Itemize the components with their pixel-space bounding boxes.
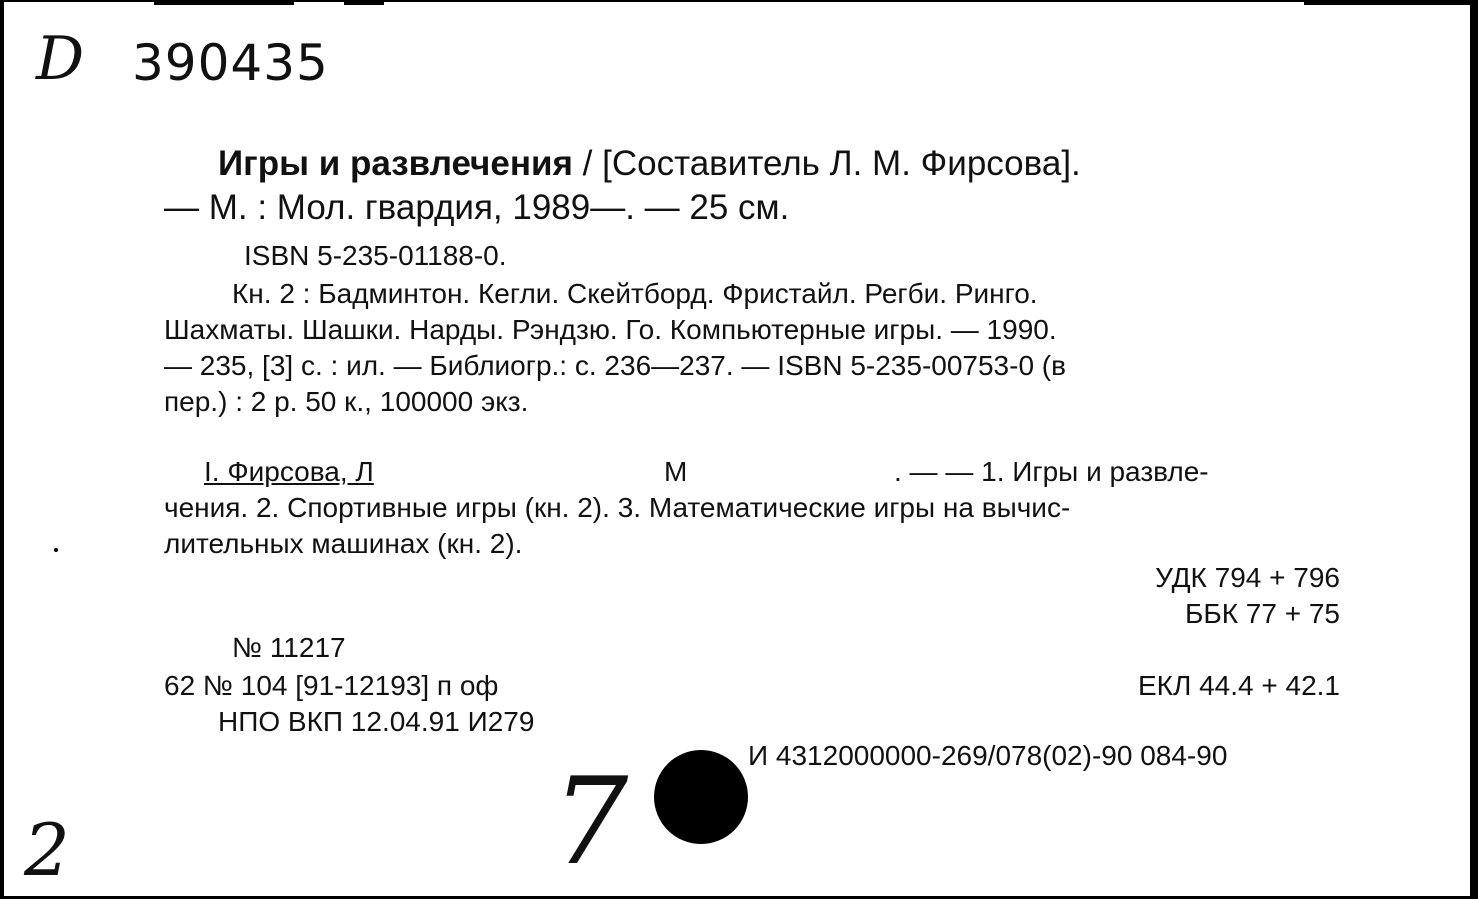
order-line: 62 № 104 [91-12193] п оф — [164, 670, 499, 701]
udc-code: УДК 794 + 796 — [1155, 562, 1340, 593]
handwritten-seven: 7 — [552, 753, 629, 892]
ekl-code: ЕКЛ 44.4 + 42.1 — [1137, 670, 1340, 701]
volume-line — [164, 312, 1340, 348]
volume-line-1: Кн. 2 : Бадминтон. Кегли. Скейтборд. Фристайл. Регби. Ринго. — [232, 278, 1038, 309]
card-number: 390435 — [132, 34, 329, 92]
heading-line — [218, 144, 1081, 184]
volume-line-2: Шахматы. Шашки. Нарды. Рэндзю. Го. Компьютерные игры. — 1990. — [164, 314, 1057, 345]
catalog-card — [4, 2, 1470, 896]
top-edge-mark — [344, 2, 384, 5]
isbn: ISBN 5-235-01188-0. — [244, 240, 507, 271]
speck — [54, 548, 58, 552]
volume-line-3: — 235, [3] с. : ил. — Библиогр.: с. 236—237. — ISBN 5-235-00753-0 (в — [164, 350, 1067, 381]
author-initial: М — [664, 456, 688, 487]
author-entry: I. Фирсова, Л — [204, 456, 374, 487]
npo-line: НПО ВКП 12.04.91 И279 — [218, 706, 535, 737]
subject-headings-start: . — — 1. Игры и развле- — [894, 456, 1209, 487]
book-title: Игры и развлечения — [218, 144, 573, 183]
imprint: — М. : Мол. гвардия, 1989—. — 25 см. — [164, 188, 790, 227]
volume-line-4: пер.) : 2 р. 50 к., 100000 экз. — [164, 386, 529, 417]
volume-line — [164, 348, 1340, 384]
handwritten-d-mark: D — [36, 24, 85, 94]
title-slash: / — [572, 144, 603, 183]
registry-number: № 11217 — [232, 632, 346, 663]
index-code: И 4312000000-269/078(02)-90 084-90 — [748, 740, 1228, 771]
compiler: [Составитель Л. М. Фирсова]. — [602, 144, 1081, 183]
subjects-line-3: лительных машинах (кн. 2). — [164, 528, 523, 559]
subjects-line-1 — [204, 454, 1340, 490]
bbk-code: ББК 77 + 75 — [1184, 598, 1340, 629]
volume-line — [232, 276, 1340, 312]
subjects-line-2: чения. 2. Спортивные игры (кн. 2). 3. Математические игры на вычис- — [164, 492, 1071, 523]
top-edge-mark — [154, 2, 294, 5]
handwritten-two: 2 — [24, 808, 70, 892]
top-edge-mark — [1304, 2, 1470, 5]
punch-hole-dot — [654, 750, 748, 844]
